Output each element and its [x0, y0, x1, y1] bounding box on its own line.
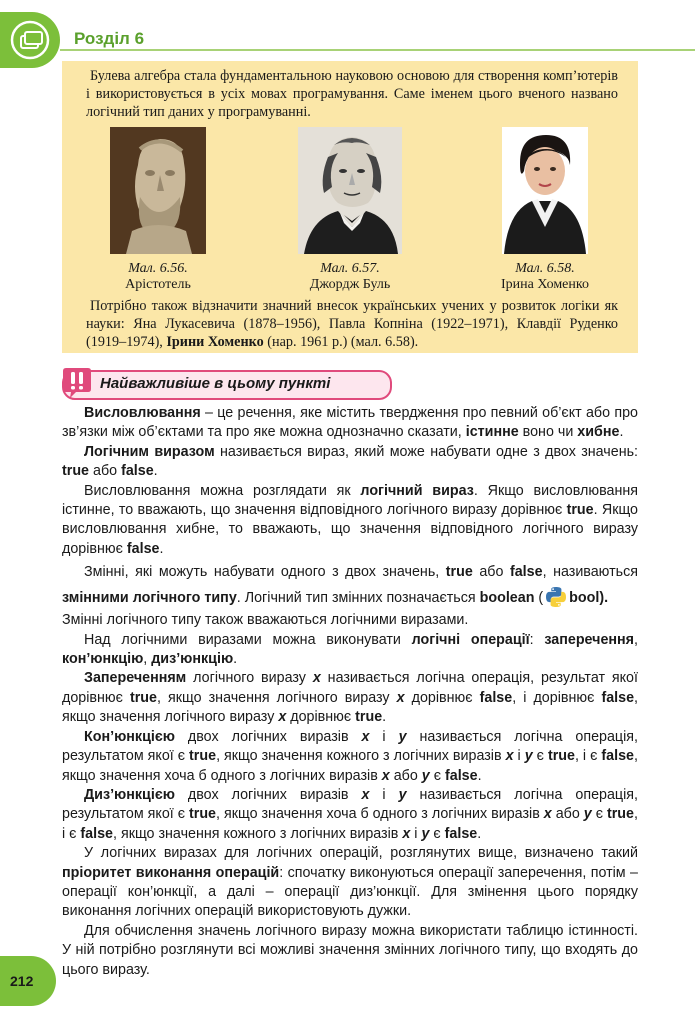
text: ,	[143, 651, 152, 668]
text: або	[89, 463, 122, 480]
text: називається вираз, який може набувати одне з двох значень:	[214, 443, 639, 460]
variable: x	[381, 767, 390, 784]
text: логічного виразу	[186, 670, 313, 687]
text: : спочатку виконуються операції заперечення, потім – операції кон’юнкції, а далі – операції диз’юнкції. Для змінення цього порядку виконання логічних операцій використовують дужки.	[62, 864, 638, 920]
text: і	[369, 786, 399, 803]
term: диз’юнкцію	[151, 651, 234, 668]
text: – це речення, яке містить твердження про певний об’єкт або про зв’язки між об’єктами та про яке можна однозначно сказати,	[62, 405, 638, 441]
chapter-icon	[10, 20, 50, 60]
text: ,	[634, 631, 638, 648]
exclamation-icon	[62, 366, 92, 400]
term: пріоритет виконання операцій	[62, 864, 280, 881]
text: , називаються	[542, 564, 638, 581]
caption-label: Мал. 6.57.	[320, 261, 380, 276]
text: , якщо значення логічного виразу	[157, 689, 397, 706]
note-text: Потрібно також відзначити значний внесок українських учених у розвиток логіки як науки: Яна Лукасевича (1878–1956), Павла Копніна (1922–1971), Клавдії Руденко (1919–1974),	[86, 298, 618, 350]
term: хибне	[577, 424, 620, 441]
term: true	[189, 748, 217, 765]
text: Висловлювання можна розглядати як	[84, 482, 361, 499]
text: двох логічних виразів	[174, 728, 362, 745]
paragraph	[62, 482, 638, 560]
text: . Якщо висловлювання хибне, то вважають, що значення відповідного логічного виразу дорівнює	[62, 502, 639, 557]
body-text	[62, 404, 638, 980]
term: true	[547, 748, 575, 765]
term: true	[606, 806, 634, 823]
banner-title: Найважливіше в цьому пункті	[100, 375, 331, 392]
text: :	[529, 631, 545, 648]
text: У логічних виразах для логічних операцій, розглянутих вище, визначено такий	[84, 845, 638, 862]
paragraph	[62, 922, 638, 980]
term: true	[189, 806, 217, 823]
text: , і є	[574, 748, 602, 765]
text: і	[410, 825, 422, 842]
text: і	[513, 748, 525, 765]
text: , і дорівнює	[512, 689, 602, 706]
text: є	[429, 767, 445, 784]
term: true	[566, 502, 594, 519]
caption-boole	[275, 261, 425, 293]
caption-label: Мал. 6.56.	[128, 261, 188, 276]
text: ).	[599, 590, 609, 607]
variable: x	[505, 748, 514, 765]
variable: x	[312, 670, 321, 687]
variable: y	[524, 748, 533, 765]
photo-boole	[298, 127, 402, 254]
text: .	[382, 709, 387, 726]
term: true	[62, 463, 90, 480]
variable: x	[278, 709, 287, 726]
text: є	[591, 806, 607, 823]
variable: y	[398, 728, 407, 745]
text: воно чи	[518, 424, 578, 441]
text: . Логічний тип змінних позначається	[236, 590, 480, 607]
term: істинне	[465, 424, 519, 441]
variable: x	[361, 786, 370, 803]
python-logo-icon	[545, 586, 567, 608]
text: є	[429, 825, 445, 842]
term: false	[479, 689, 513, 706]
text: , і є	[62, 806, 638, 842]
caption-name: Джордж Буль	[309, 277, 391, 292]
term: false	[601, 748, 634, 765]
paragraph	[62, 404, 638, 443]
text: є	[532, 748, 548, 765]
variable: y	[398, 786, 407, 803]
term: true	[355, 709, 383, 726]
term: false	[444, 767, 478, 784]
text: Змінні, які можуть набувати одного з двох значень,	[84, 564, 446, 581]
term: false	[121, 463, 154, 480]
caption-name: Арістотель	[125, 277, 191, 292]
text: (	[534, 590, 544, 607]
term: true	[445, 564, 473, 581]
text: дорівнює	[286, 709, 356, 726]
text: називається логічна операція, результат якої дорівнює	[62, 670, 638, 706]
term: false	[509, 564, 543, 581]
term: boolean	[479, 590, 535, 607]
caption-khomenko	[470, 261, 620, 293]
text: .	[153, 463, 158, 480]
term: змінними логічного типу	[62, 590, 237, 607]
info-intro: Булева алгебра стала фундаментальною науковою основою для створення комп’ютерів і використовується в усіх мовах програмування. Саме іменем цього вченого названо логічний тип даних у програмуванні.	[86, 68, 618, 120]
term: заперечення	[544, 631, 635, 648]
text: Змінні логічного типу також вважаються логічними виразами.	[62, 612, 469, 629]
variable: y	[583, 806, 592, 823]
info-box	[62, 61, 638, 353]
term: Диз’юнкцією	[84, 786, 175, 803]
photo-aristotle	[110, 127, 206, 254]
term: bool	[569, 590, 600, 607]
header-rule	[60, 49, 695, 51]
text: .	[477, 767, 482, 784]
text: і	[369, 728, 399, 745]
photo-khomenko	[502, 127, 588, 254]
page-number: 212	[10, 973, 34, 989]
text: .	[159, 540, 164, 557]
text: , якщо значення логічного виразу	[62, 689, 639, 726]
variable: x	[361, 728, 370, 745]
variable: x	[396, 689, 405, 706]
text: Для обчислення значень логічного виразу можна використати таблицю істинності. У ній потрібно розглянути всі можливі значення змінних логічного типу, що входять до цього виразу.	[62, 922, 638, 978]
paragraph	[62, 844, 638, 922]
term: Кон’юнкцією	[84, 728, 175, 745]
text: Над логічними виразами можна виконувати	[84, 631, 412, 648]
term: false	[444, 825, 478, 842]
text: або	[472, 564, 510, 581]
text: , якщо значення кожного з логічних виразів	[216, 748, 506, 765]
text: або	[389, 767, 422, 784]
text: називається логічна операція, результатом якої є	[62, 728, 639, 765]
term: false	[601, 689, 635, 706]
info-note	[86, 297, 618, 351]
term: кон’юнкцію	[62, 651, 144, 668]
text: двох логічних виразів	[174, 786, 362, 803]
term: логічні операції	[411, 631, 530, 648]
paragraph	[62, 631, 638, 670]
term: логічний вираз	[360, 482, 474, 499]
caption-label: Мал. 6.58.	[515, 261, 575, 276]
text: дорівнює	[404, 689, 480, 706]
text: називається логічна операція, результатом якої є	[62, 786, 639, 823]
text: , якщо значення кожного з логічних виразів	[113, 825, 403, 842]
term: false	[126, 540, 160, 557]
paragraph	[62, 559, 638, 611]
text: .	[233, 651, 238, 668]
paragraph	[62, 728, 638, 786]
variable: y	[421, 767, 430, 784]
note-text: (нар. 1961 р.) (мал. 6.58).	[263, 334, 419, 350]
text: .	[477, 825, 482, 842]
text: . Якщо висловлювання істинне, то вважають, що значення відповідного логічного виразу дорівнює	[62, 482, 638, 519]
text: або	[551, 806, 584, 823]
text: , якщо значення хоча б одного з логічних виразів	[216, 806, 544, 823]
variable: y	[421, 825, 430, 842]
variable: x	[543, 806, 552, 823]
paragraph	[62, 786, 638, 844]
term: false	[80, 825, 114, 842]
paragraph	[62, 611, 638, 630]
term: true	[129, 689, 157, 706]
text: .	[619, 424, 624, 441]
caption-aristotle	[83, 261, 233, 293]
text: , якщо значення хоча б одного з логічних виразів	[62, 748, 638, 784]
note-highlight: Ірини Хоменко	[166, 334, 264, 350]
paragraph	[62, 669, 638, 727]
variable: x	[402, 825, 411, 842]
section-title: Розділ 6	[74, 29, 145, 48]
term: Запереченням	[84, 670, 187, 687]
paragraph	[62, 443, 638, 482]
term: Логічним виразом	[84, 443, 215, 460]
term: Висловлювання	[84, 405, 201, 421]
caption-name: Ірина Хоменко	[501, 277, 589, 292]
